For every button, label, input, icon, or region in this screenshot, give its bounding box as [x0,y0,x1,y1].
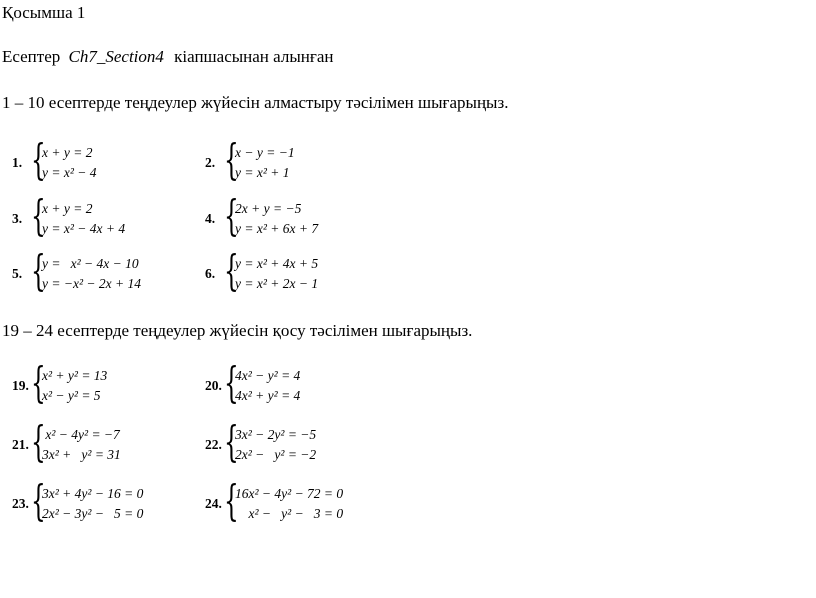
section1-instruction: 1 – 10 есептерде теңдеулер жүйесін алмастыру тәсілімен шығарыңыз. [2,93,509,112]
problem-21 [12,417,212,466]
equation: 16x² − 4y² − 72 = 0 [235,486,344,501]
page-heading: Қосымша 1 [2,3,86,22]
left-brace: { [31,191,46,240]
left-brace: { [224,246,239,295]
equation-system [42,366,107,406]
equation: x² + y² = 13 [42,368,108,383]
equation: 2x² − y² = −2 [235,447,317,462]
equation: y = x² − 4x − 10 [42,256,139,271]
left-brace: { [224,417,239,466]
equation: y = −x² − 2x + 14 [42,276,141,291]
equation: 4x² − y² = 4 [235,368,301,383]
problem-number: 19. [12,378,29,393]
problem-number: 5. [12,266,23,281]
problem-number: 21. [12,437,29,452]
problem-number: 1. [12,155,23,170]
equation: x + y = 2 [42,201,93,216]
equation-system [42,199,125,239]
source-prefix: Есептер [2,47,61,66]
left-brace: { [31,476,46,525]
section2-instruction: 19 – 24 есептерде теңдеулер жүйесін қосу тәсілімен шығарыңыз. [2,321,473,340]
problem-5 [12,246,212,295]
equation-system [235,366,300,406]
equation-system [235,143,295,183]
problem-4 [205,191,405,240]
equation: x² − y² − 3 = 0 [235,506,344,521]
problem-3 [12,191,212,240]
equation: y = x² + 4x + 5 [235,256,319,271]
problem-number: 20. [205,378,222,393]
equation: y = x² − 4 [42,165,97,180]
left-brace: { [31,417,46,466]
left-brace: { [224,135,239,184]
source-folder: Ch7_Section4 [68,47,164,66]
problem-number: 2. [205,155,216,170]
equation: x + y = 2 [42,145,93,160]
equation: y = x² + 2x − 1 [235,276,319,291]
problem-number: 4. [205,211,216,226]
left-brace: { [224,191,239,240]
equation-system [42,254,141,294]
source-line [2,47,333,67]
equation: y = x² + 6x + 7 [235,221,319,236]
left-brace: { [31,135,46,184]
equation-system [42,425,121,465]
equation: x² − 4y² = −7 [42,427,120,442]
equation: 3x² − 2y² = −5 [235,427,317,442]
problem-23 [12,476,212,525]
equation: 3x² + 4y² − 16 = 0 [42,486,144,501]
equation: x² − y² = 5 [42,388,101,403]
problem-24 [205,476,405,525]
equation: y = x² + 1 [235,165,290,180]
equation: 3x² + y² = 31 [42,447,121,462]
equation: 2x + y = −5 [235,201,302,216]
problem-2 [205,135,405,184]
equation-system [235,199,318,239]
problem-6 [205,246,405,295]
left-brace: { [31,358,46,407]
problem-20 [205,358,405,407]
equation-system [235,254,318,294]
problem-22 [205,417,405,466]
left-brace: { [224,476,239,525]
equation: 4x² + y² = 4 [235,388,301,403]
problem-number: 3. [12,211,23,226]
left-brace: { [31,246,46,295]
equation: x − y = −1 [235,145,295,160]
source-suffix: кіапшасынан алынған [174,47,334,66]
equation-system [42,484,143,524]
equation-system [235,484,343,524]
problem-number: 23. [12,496,29,511]
problem-number: 24. [205,496,222,511]
equation-system [235,425,316,465]
left-brace: { [224,358,239,407]
equation-system [42,143,97,183]
problem-number: 22. [205,437,222,452]
problem-19 [12,358,212,407]
problem-1 [12,135,212,184]
equation: y = x² − 4x + 4 [42,221,126,236]
equation: 2x² − 3y² − 5 = 0 [42,506,144,521]
problem-number: 6. [205,266,216,281]
